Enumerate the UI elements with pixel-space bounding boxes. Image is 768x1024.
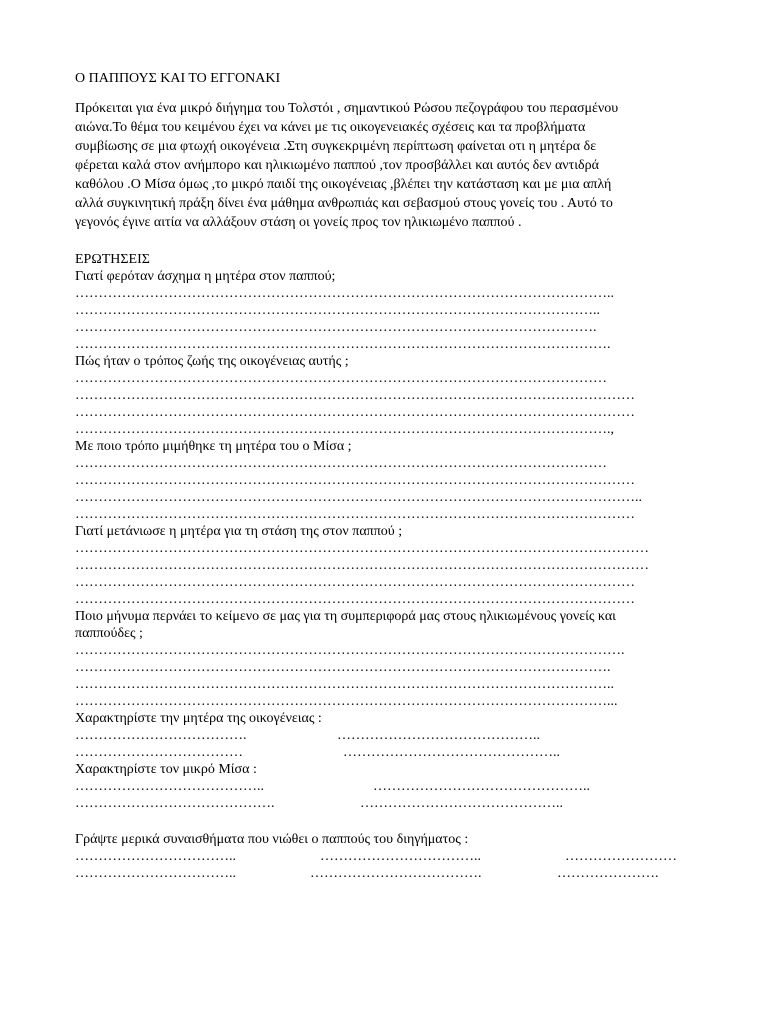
answer-line[interactable]: ………………………………………………………………………………………………………… [75,592,635,607]
question-3: Με ποιο τρόπο μιμήθηκε τη μητέρα του ο Μίσα ; [75,439,352,454]
answer-line[interactable]: …………………………………………………………………………………………………. [75,320,597,335]
answer-blank[interactable]: …………………………………….. [337,728,540,743]
document-title: Ο ΠΑΠΠΟΥΣ ΚΑΙ ΤΟ ΕΓΓΟΝΑΚΙ [75,71,281,86]
answer-blank[interactable]: …………………………………….. [360,796,563,811]
answer-row [75,795,715,812]
answer-line[interactable]: ………………………………………………………………………………………………………. [75,643,625,658]
answer-line[interactable]: ………………………………………………………………………………………………………… [75,473,635,488]
answer-blank[interactable]: …………………………….. [320,849,481,864]
answer-blank[interactable]: ……………………………………….. [343,745,560,760]
spacer [75,812,715,831]
answer-blank[interactable]: …………………………….. [75,849,236,864]
question-4: Γιατί μετάνιωσε η μητέρα για τη στάση της στον παππού ; [75,524,403,539]
answer-row [75,727,715,744]
intro-line: φέρεται καλά στον ανήμπορο και ηλικιωμένο παππού ,τον προσβάλλει και αυτός δεν αντιδρά [75,158,599,173]
answer-row [75,778,715,795]
answer-blank[interactable]: …………………… [565,849,677,864]
answer-blank[interactable]: ………………………………. [75,728,247,743]
answer-row [75,865,715,882]
questions-heading: ΕΡΩΤΗΣΕΙΣ [75,252,150,267]
answer-line[interactable]: ……………………………………………………………………………………………………. [75,660,611,675]
answer-line[interactable]: ………………………………………………………………………………………………….. [75,303,600,318]
intro-line: καθόλου .Ο Μίσα όμως ,το μικρό παιδί της οικογένειας ,βλέπει την κατάσταση και με μια απλή [75,177,612,192]
intro-line: γεγονός έγινε αιτία να αλλάξουν στάση οι γονείς προς τον ηλικιωμένο παππού . [75,215,522,230]
answer-line[interactable]: ………………………………………………………………………………………………………….. [75,490,642,505]
answer-line[interactable]: ………………………………………………………………………………………………………… [75,507,635,522]
intro-line: Πρόκειται για ένα μικρό διήγημα του Τολστόι , σημαντικού Ρώσου πεζογράφου του περασμένου [75,101,619,116]
answer-line[interactable]: ……………………………………………………………………………………………………. [75,337,611,352]
answer-line[interactable]: …………………………………………………………………………………………………….. [75,677,614,692]
answer-line[interactable]: …………………………………………………………………………………………………………… [75,558,649,573]
intro-line: αιώνα.Το θέμα του κειμένου έχει να κάνει με τις οικογενειακές σχέσεις και τα προβλήματα [75,120,586,135]
answer-blank[interactable]: ……………………………… [75,745,243,760]
answer-line[interactable]: ………………………………………………………………………………………………………… [75,388,635,403]
intro-paragraph [75,99,700,232]
question-1: Γιατί φερόταν άσχημα η μητέρα στον παππού; [75,269,336,284]
question-5: Ποιο μήνυμα περνάει το κείμενο σε μας για τη συμπεριφορά μας στους ηλικιωμένους γονείς και [75,609,616,624]
answer-blank[interactable]: ……………………………………….. [373,779,590,794]
answer-blank[interactable]: ………………………………….. [75,779,264,794]
answer-row [75,848,715,865]
answer-blank[interactable]: …………………. [557,866,659,881]
answer-row [75,744,715,761]
question-8: Γράψτε μερικά συναισθήματα που νιώθει ο παππούς του διηγήματος : [75,832,469,847]
intro-line: αλλά συγκινητική πράξη δίνει ένα μάθημα ανθρωπιάς και σεβασμού στους γονείς του . Αυτό το [75,196,613,211]
answer-line[interactable]: ……………………………………………………………………………………………………., [75,422,614,437]
answer-line[interactable]: …………………………………………………………………………………………………….. [75,286,614,301]
answer-line[interactable]: ………………………………………………………………………………………………………… [75,405,635,420]
question-6: Χαρακτηρίστε την μητέρα της οικογένειας : [75,711,322,726]
answer-line[interactable]: …………………………………………………………………………………………………… [75,456,607,471]
answer-line[interactable]: …………………………………………………………………………………………………… [75,371,607,386]
answer-line[interactable]: …………………………………………………………………………………………………………… [75,541,649,556]
question-7: Χαρακτηρίστε τον μικρό Μίσα : [75,762,257,777]
question-2: Πώς ήταν ο τρόπος ζωής της οικογένειας αυτής ; [75,354,349,369]
worksheet-page [75,70,715,882]
answer-line[interactable]: ……………………………………………………………………………………………………... [75,694,618,709]
answer-blank[interactable]: …………………………….. [75,866,236,881]
answer-blank[interactable]: ……………………………………. [75,796,275,811]
question-5-continued: παππούδες ; [75,626,143,641]
intro-line: συμβίωσης σε μια φτωχή οικογένεια .Στη συγκεκριμένη περίπτωση φαίνεται οτι η μητέρα δε [75,139,597,154]
answer-line[interactable]: ………………………………………………………………………………………………………… [75,575,635,590]
answer-blank[interactable]: ………………………………. [310,866,482,881]
